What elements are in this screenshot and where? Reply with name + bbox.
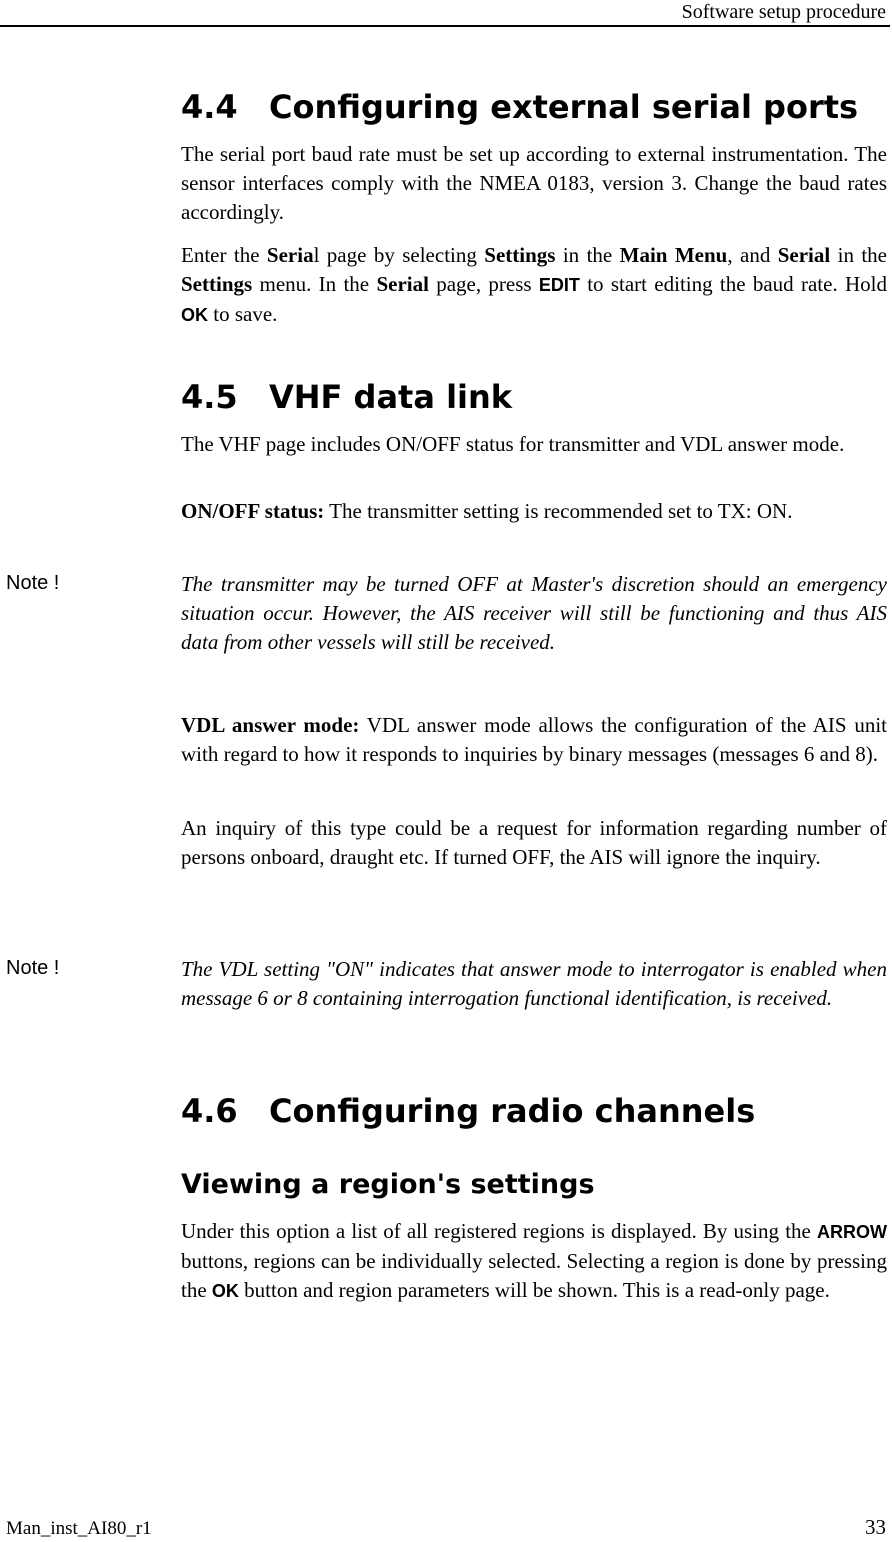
region-settings-paragraph: Under this option a list of all registered regions is displayed. By using the ARROW buttons, regions can be individually selected. Selecting a region is done by pressing the OK button and region parameters will be shown. This is a read-only page. xyxy=(181,1219,887,1302)
note-label: Note ! xyxy=(6,572,60,594)
section-number: 4.6 xyxy=(181,1092,238,1130)
vdl-answer-mode-paragraph: VDL answer mode: VDL answer mode allows the configuration of the AIS unit with regard to how it responds to inquiries by binary messages (messages 6 and 8). xyxy=(181,713,887,766)
vdl-note-text: The VDL setting "ON" indicates that answer mode to interrogator is enabled when message 6 or 8 containing interrogation functional identification, is received. xyxy=(181,957,887,1010)
region-settings-subheading: Viewing a region's settings xyxy=(181,1169,595,1200)
serial-intro-paragraph: The serial port baud rate must be set up according to external instrumentation. The sensor interfaces comply with the NMEA 0183, version 3. Change the baud rates accordingly. xyxy=(181,142,887,224)
ok-key: OK xyxy=(181,305,208,325)
section-title: VHF data link xyxy=(269,378,513,416)
section-number: 4.5 xyxy=(181,378,238,416)
transmitter-note-text: The transmitter may be turned OFF at Master's discretion should an emergency situation occur. However, the AIS receiver will still be functioning and thus AIS data from other vessels will still be received. xyxy=(181,572,887,654)
section-4-5-heading xyxy=(181,377,512,417)
section-4-4-heading xyxy=(181,87,858,127)
note-label: Note ! xyxy=(6,957,60,979)
header-rule xyxy=(0,25,890,27)
section-title: Configuring radio channels xyxy=(269,1092,756,1130)
section-4-6-heading xyxy=(181,1091,755,1131)
inquiry-paragraph: An inquiry of this type could be a request for information regarding number of persons onboard, draught etc. If turned OFF, the AIS will ignore the inquiry. xyxy=(181,816,887,869)
section-title: Configuring external serial ports xyxy=(269,88,859,126)
page-number: 33 xyxy=(865,1515,886,1539)
edit-key: EDIT xyxy=(538,275,580,295)
serial-instructions-paragraph: Enter the Serial page by selecting Settings in the Main Menu, and Serial in the Settings menu. In the Serial page, press EDIT to start editing the baud rate. Hold OK to save. xyxy=(181,243,887,326)
running-header: Software setup procedure xyxy=(681,1,886,23)
onoff-status-paragraph: ON/OFF status: The transmitter setting is recommended set to TX: ON. xyxy=(181,499,793,523)
section-number: 4.4 xyxy=(181,88,238,126)
ok-key: OK xyxy=(211,1281,239,1301)
vhf-intro-paragraph: The VHF page includes ON/OFF status for transmitter and VDL answer mode. xyxy=(181,432,845,456)
arrow-key: ARROW xyxy=(817,1222,887,1242)
footer-doc-id: Man_inst_AI80_r1 xyxy=(6,1518,152,1539)
